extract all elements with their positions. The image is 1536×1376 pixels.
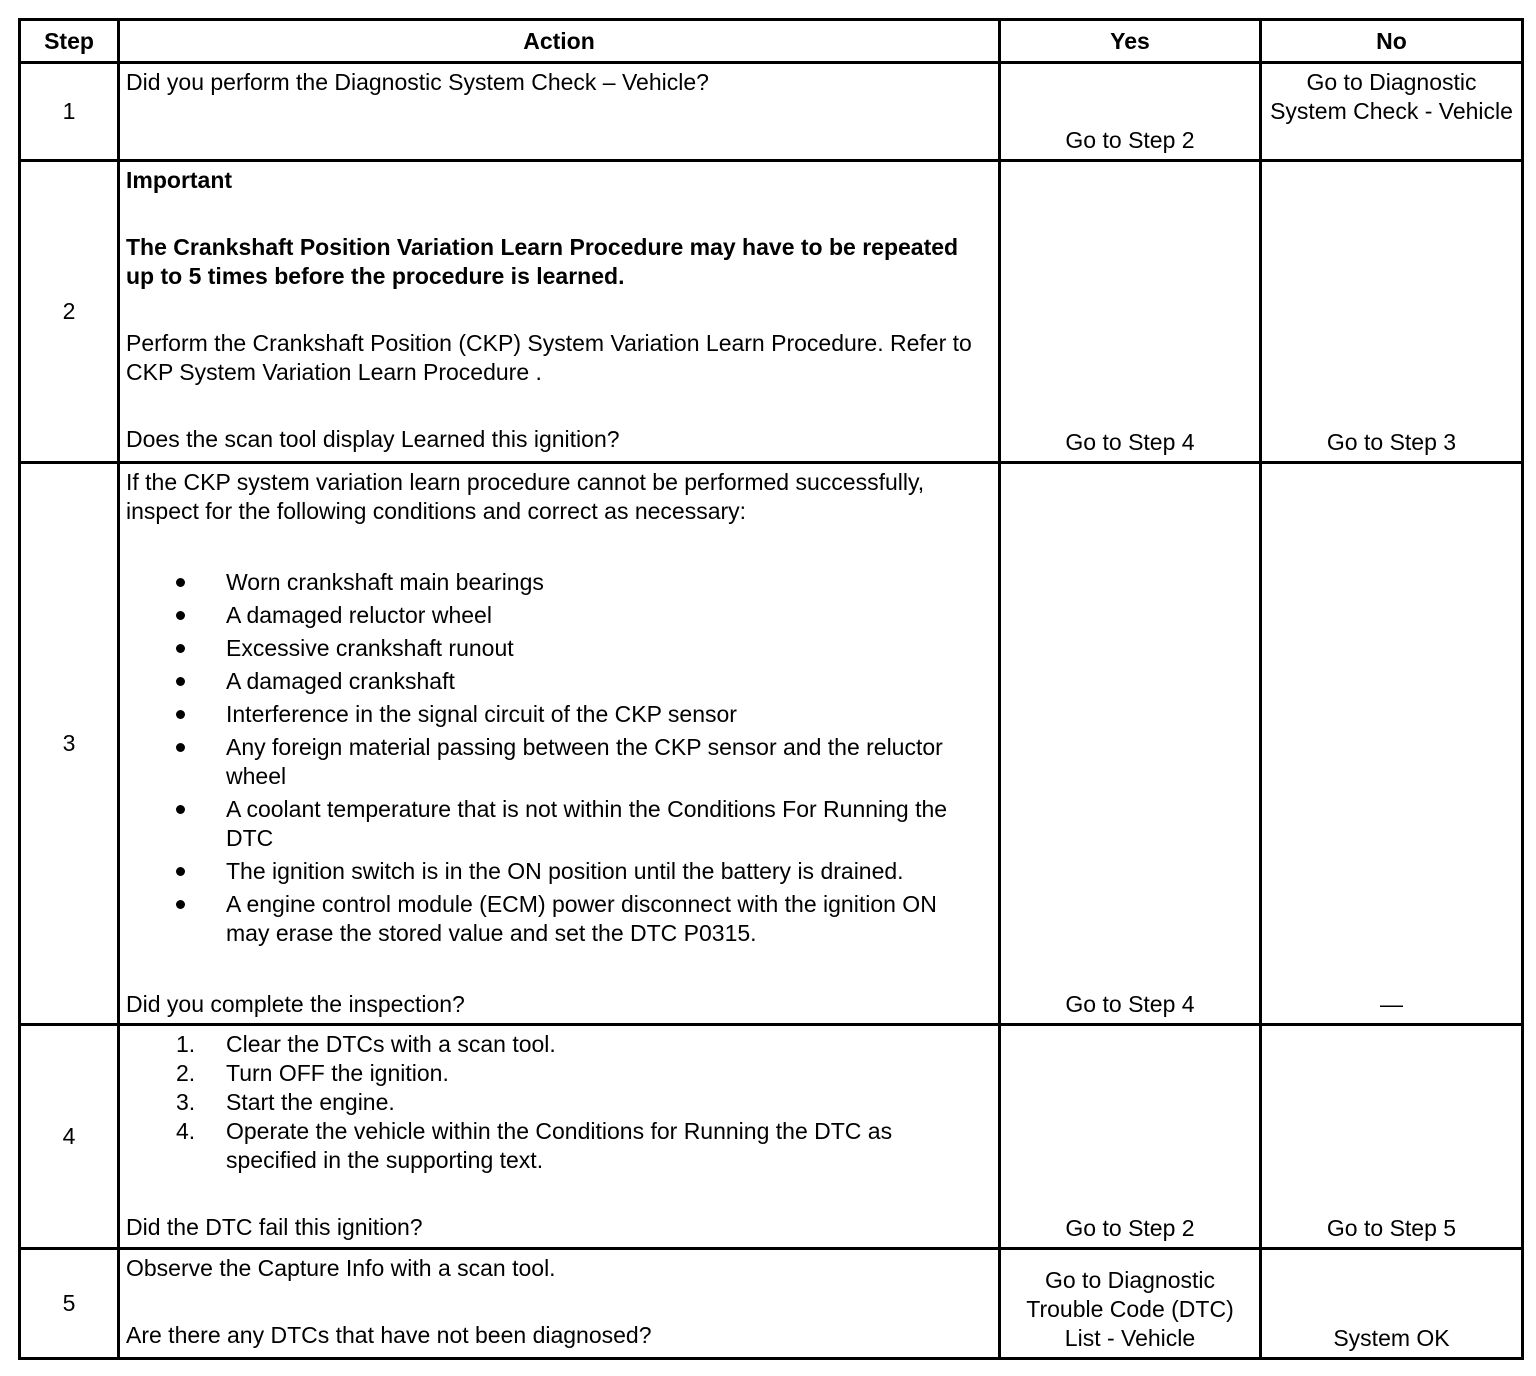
no-cell: System OK [1261, 1249, 1523, 1359]
header-action: Action [119, 20, 1000, 63]
table-row [20, 1025, 1523, 1249]
diagnostic-table [18, 18, 1524, 1360]
header-yes: Yes [1000, 20, 1261, 63]
list-item: Excessive crankshaft runout [126, 634, 980, 663]
step-number: 3 [20, 463, 119, 1025]
list-item: 1. Clear the DTCs with a scan tool. [176, 1031, 556, 1057]
action-cell [119, 1025, 1000, 1249]
action-question: Does the scan tool display Learned this ignition? [126, 426, 620, 452]
list-item: The ignition switch is in the ON position until the battery is drained. [126, 857, 980, 886]
action-cell [119, 63, 1000, 161]
table-row [20, 463, 1523, 1025]
list-item: Any foreign material passing between the CKP sensor and the reluctor wheel [126, 733, 980, 791]
bullet-icon [176, 900, 185, 909]
no-cell: Go to Step 3 [1261, 161, 1523, 463]
bullet-icon [176, 578, 185, 587]
list-item: 4. Operate the vehicle within the Conditions for Running the DTC as specified in the supporting text. [176, 1118, 893, 1173]
no-cell: Go to Diagnostic System Check - Vehicle [1261, 63, 1523, 161]
step-number: 5 [20, 1249, 119, 1359]
table-row [20, 1249, 1523, 1359]
yes-cell: Go to Diagnostic Trouble Code (DTC) List - Vehicle [1000, 1249, 1261, 1359]
list-item: A damaged reluctor wheel [126, 601, 980, 630]
table-row [20, 63, 1523, 161]
step-number: 1 [20, 63, 119, 161]
list-item: Interference in the signal circuit of the CKP sensor [126, 700, 980, 729]
action-question: Are there any DTCs that have not been diagnosed? [126, 1322, 652, 1348]
bullet-icon [176, 805, 185, 814]
yes-cell: Go to Step 4 [1000, 161, 1261, 463]
important-text: The Crankshaft Position Variation Learn Procedure may have to be repeated up to 5 times before the procedure is learned. [126, 234, 959, 289]
bullet-icon [176, 867, 185, 876]
action-question: Did you perform the Diagnostic System Check – Vehicle? [126, 69, 709, 95]
header-no: No [1261, 20, 1523, 63]
action-question: Did you complete the inspection? [126, 991, 465, 1017]
yes-cell: Go to Step 2 [1000, 1025, 1261, 1249]
header-row [20, 20, 1523, 63]
header-step: Step [20, 20, 119, 63]
step-number: 2 [20, 161, 119, 463]
table-row [20, 161, 1523, 463]
action-intro: If the CKP system variation learn procedure cannot be performed successfully, inspect for the following conditions and correct as necessary: [126, 469, 925, 524]
list-item: A engine control module (ECM) power disconnect with the ignition ON may erase the stored value and set the DTC P0315. [126, 890, 980, 948]
condition-list [126, 568, 980, 948]
list-item: A damaged crankshaft [126, 667, 980, 696]
bullet-icon [176, 710, 185, 719]
action-question: Did the DTC fail this ignition? [126, 1214, 423, 1240]
no-cell: Go to Step 5 [1261, 1025, 1523, 1249]
action-instruction: Perform the Crankshaft Position (CKP) System Variation Learn Procedure. Refer to CKP System Variation Learn Procedure . [126, 330, 972, 385]
list-item: 3. Start the engine. [176, 1089, 395, 1115]
bullet-icon [176, 644, 185, 653]
important-label: Important [126, 167, 233, 193]
list-item: Worn crankshaft main bearings [126, 568, 980, 597]
bullet-icon [176, 611, 185, 620]
step-number: 4 [20, 1025, 119, 1249]
bullet-icon [176, 743, 185, 752]
action-instruction: Observe the Capture Info with a scan tool. [126, 1255, 556, 1281]
action-cell [119, 463, 1000, 1025]
yes-cell: Go to Step 4 [1000, 463, 1261, 1025]
action-cell [119, 1249, 1000, 1359]
yes-cell: Go to Step 2 [1000, 63, 1261, 161]
list-item: A coolant temperature that is not within the Conditions For Running the DTC [126, 795, 980, 853]
action-cell [119, 161, 1000, 463]
no-cell: — [1261, 463, 1523, 1025]
procedure-list [126, 1030, 980, 1175]
bullet-icon [176, 677, 185, 686]
list-item: 2. Turn OFF the ignition. [176, 1060, 449, 1086]
